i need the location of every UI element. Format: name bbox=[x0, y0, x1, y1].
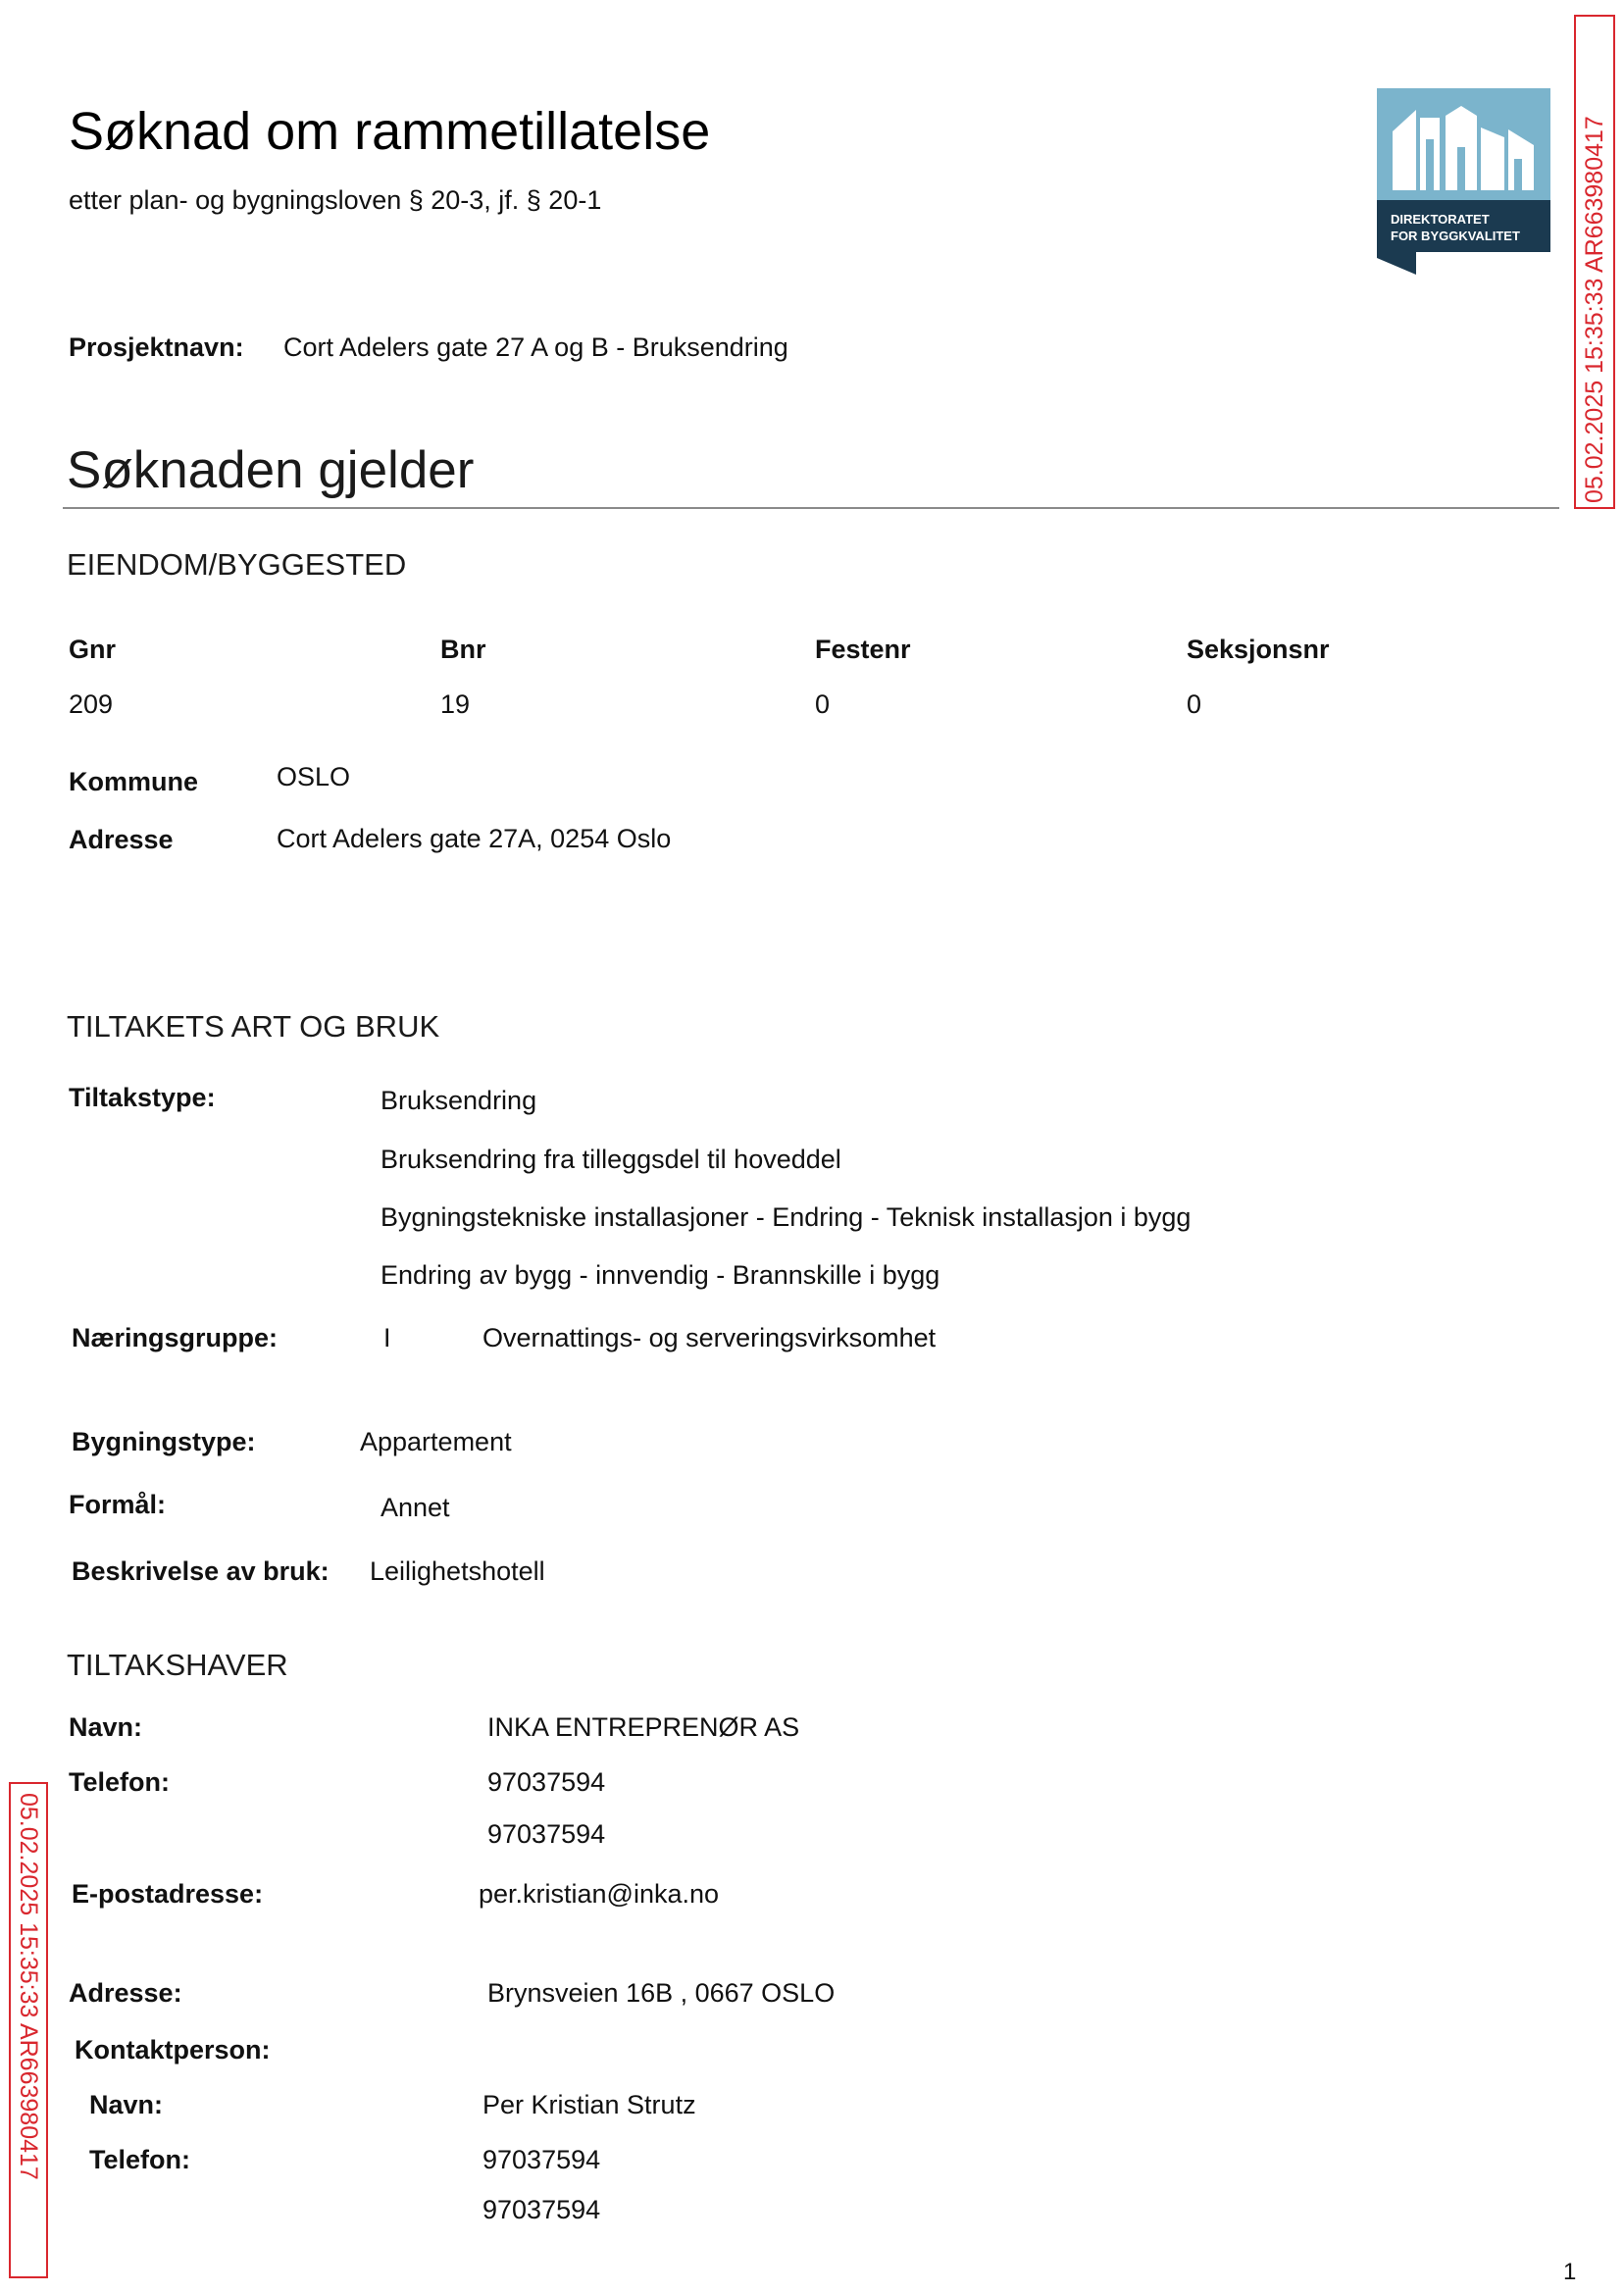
property-address-value: Cort Adelers gate 27A, 0254 Oslo bbox=[277, 824, 672, 853]
gnr-value: 209 bbox=[69, 689, 114, 719]
contact-phone-value: 97037594 bbox=[482, 2195, 601, 2224]
measure-type-label: Tiltakstype: bbox=[69, 1083, 216, 1112]
festenr-value: 0 bbox=[815, 689, 831, 719]
logo-flag bbox=[1377, 252, 1416, 275]
seksjonsnr-label: Seksjonsnr bbox=[1187, 635, 1330, 664]
document-title: Søknad om rammetillatelse bbox=[69, 102, 711, 161]
timestamp-stamp-right bbox=[1574, 15, 1615, 509]
applicant-heading: TILTAKSHAVER bbox=[67, 1648, 288, 1682]
gnr-label: Gnr bbox=[69, 635, 117, 664]
applicant-name-label: Navn: bbox=[69, 1712, 143, 1742]
logo-text-line1: DIREKTORATET bbox=[1391, 212, 1490, 227]
measure-type-item: Bygningstekniske installasjoner - Endring - Teknisk installasjon i bygg bbox=[381, 1202, 1192, 1232]
building-type-label: Bygningstype: bbox=[72, 1427, 256, 1456]
project-value: Cort Adelers gate 27 A og B - Bruksendring bbox=[283, 332, 788, 362]
industry-code: I bbox=[383, 1323, 391, 1352]
stamp-text: 05.02.2025 15:35:33 AR663980417 bbox=[15, 1793, 42, 2180]
municipality-value: OSLO bbox=[277, 762, 351, 791]
contact-name-label: Navn: bbox=[89, 2090, 164, 2119]
applicant-email-label: E-postadresse: bbox=[72, 1879, 264, 1909]
section-heading: Søknaden gjelder bbox=[67, 441, 475, 499]
bnr-value: 19 bbox=[440, 689, 471, 719]
applicant-name-value: INKA ENTREPRENØR AS bbox=[487, 1712, 800, 1742]
stamp-text: 05.02.2025 15:35:33 AR663980417 bbox=[1581, 116, 1608, 503]
industry-label: Næringsgruppe: bbox=[72, 1323, 279, 1352]
seksjonsnr-value: 0 bbox=[1187, 689, 1202, 719]
document-subtitle: etter plan- og bygningsloven § 20-3, jf. § 20-1 bbox=[69, 185, 602, 215]
applicant-phone-label: Telefon: bbox=[69, 1767, 170, 1797]
building-type-value: Appartement bbox=[360, 1427, 512, 1456]
bnr-label: Bnr bbox=[440, 635, 486, 664]
usage-value: Leilighetshotell bbox=[370, 1556, 545, 1586]
municipality-label: Kommune bbox=[69, 767, 199, 796]
festenr-label: Festenr bbox=[815, 635, 911, 664]
project-label: Prosjektnavn: bbox=[69, 332, 244, 362]
applicant-address-label: Adresse: bbox=[69, 1978, 182, 2008]
property-address-label: Adresse bbox=[69, 825, 174, 854]
contact-person-label: Kontaktperson: bbox=[75, 2035, 271, 2065]
contact-phone-value: 97037594 bbox=[482, 2145, 601, 2174]
usage-label: Beskrivelse av bruk: bbox=[72, 1556, 330, 1586]
logo-text-line2: FOR BYGGKVALITET bbox=[1391, 229, 1520, 243]
applicant-phone-value: 97037594 bbox=[487, 1767, 606, 1797]
property-heading: EIENDOM/BYGGESTED bbox=[67, 547, 407, 582]
measure-type-item: Endring av bygg - innvendig - Brannskille i bygg bbox=[381, 1260, 940, 1290]
contact-name-value: Per Kristian Strutz bbox=[482, 2090, 696, 2119]
measure-type-item: Bruksendring bbox=[381, 1086, 537, 1115]
section-divider bbox=[63, 507, 1559, 509]
purpose-value: Annet bbox=[381, 1493, 450, 1522]
page-number: 1 bbox=[1563, 2259, 1577, 2285]
industry-value: Overnattings- og serveringsvirksomhet bbox=[482, 1323, 937, 1352]
timestamp-stamp-left bbox=[9, 1782, 48, 2278]
applicant-phone-value: 97037594 bbox=[487, 1819, 606, 1849]
contact-phone-label: Telefon: bbox=[89, 2145, 190, 2174]
applicant-email-value: per.kristian@inka.no bbox=[479, 1879, 720, 1909]
measure-type-item: Bruksendring fra tilleggsdel til hoveddel bbox=[381, 1145, 841, 1174]
purpose-label: Formål: bbox=[69, 1490, 167, 1519]
applicant-address-value: Brynsveien 16B , 0667 OSLO bbox=[487, 1978, 836, 2008]
dibk-logo bbox=[1377, 88, 1550, 275]
measure-heading: TILTAKETS ART OG BRUK bbox=[67, 1009, 440, 1044]
